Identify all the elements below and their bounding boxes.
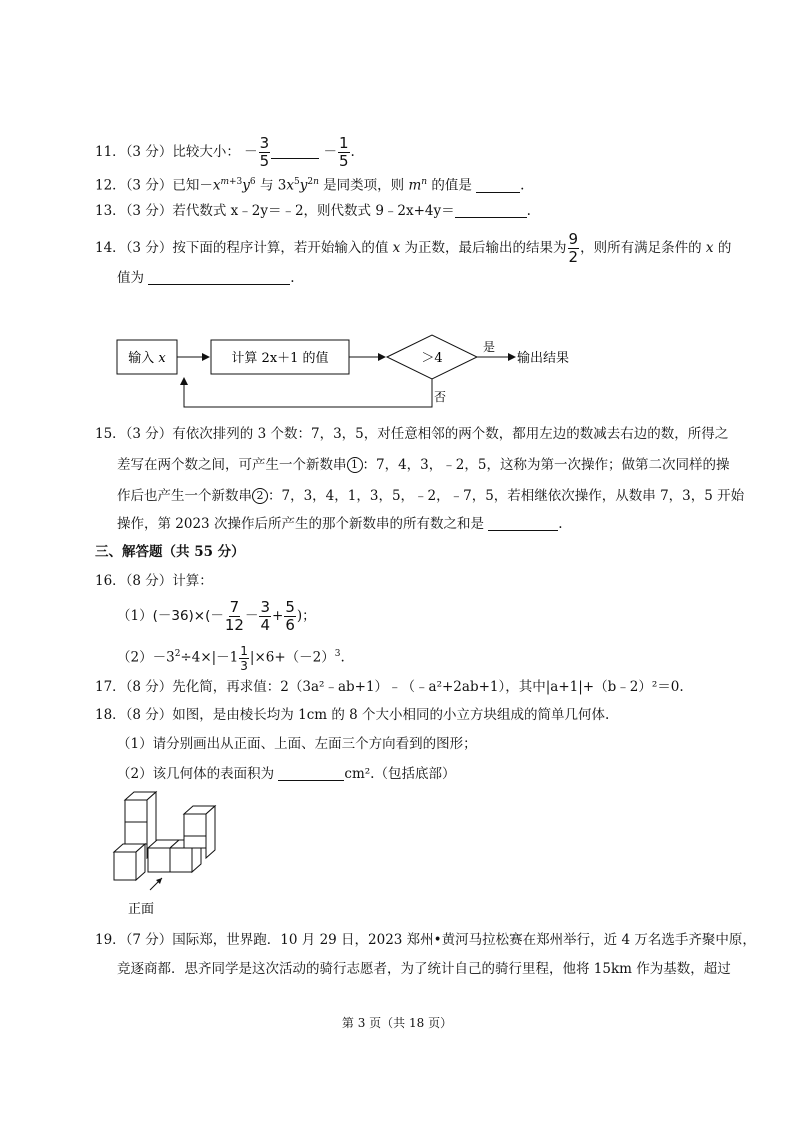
- question-17: 17．（8 分）先化简，再求值：2（3a²﹣ab+1）﹣（﹣a²+2ab+1），其中|a+1|+（b﹣2）²＝0.: [95, 679, 684, 695]
- yes-label: 是: [483, 340, 496, 354]
- question-16-part-2: $(2)-3^2\div 4\times|-1$ $\frac{1}{3}$ $|\times 6+(-2)^3$.: [117, 643, 345, 673]
- question-14-line-2: 值为 .: [117, 270, 295, 286]
- output-label: 输出结果: [517, 351, 570, 366]
- front-label: 正面: [128, 902, 155, 917]
- fraction-1-5: $\frac{1}{5}$: [338, 134, 349, 170]
- fraction-1-3: $\frac{1}{3}$: [240, 643, 248, 673]
- question-15-line-4: 操作，第 2023 次操作后所产生的那个新数串的所有数之和是 .: [117, 516, 563, 532]
- fraction-9-2: $\frac{9}{2}$: [568, 230, 579, 266]
- question-16-part-1: （1）(－36)×(－ $\frac{7}{12}$ － $\frac{3}{4}$ + $\frac{5}{6}$ )；: [117, 598, 316, 634]
- question-11: 11．（3 分）比较大小： － $\frac{3}{5}$ － $\frac{1}{5}$ .: [95, 134, 355, 170]
- program-flowchart: [110, 330, 610, 415]
- question-19: 19．（7 分）国际郑，世界跑．10 月 29 日，2023 郑州•黄河马拉松赛在郑州举行，近 4 万名选手齐聚中原，: [95, 932, 756, 948]
- question-15-line-2: 差写在两个数之间，可产生一个新数串 1 ：7，4，3，﹣2，5，这称为第一次操作；做第二次同样的操: [117, 457, 730, 473]
- question-18-part-1: （1）请分别画出从正面、上面、左面三个方向看到的图形；: [117, 736, 477, 752]
- page-footer: 第 3 页（共 18 页）: [341, 1016, 453, 1030]
- compute-label: 计算 2x＋1 的值: [231, 351, 329, 366]
- question-18: 18．（8 分）如图，是由棱长均为 1cm 的 8 个大小相同的小立方块组成的简单几何体.: [95, 707, 610, 723]
- fraction-3-5: $\frac{3}{5}$: [259, 134, 270, 170]
- fraction-7-12: $\frac{7}{12}$: [224, 598, 244, 634]
- compare-label: ＞4: [421, 351, 443, 366]
- question-16: 16．（8 分）计算：: [95, 573, 213, 589]
- question-13: 13．（3 分）若代数式 x﹣2y＝﹣2，则代数式 9﹣2x+4y＝ .: [95, 203, 531, 219]
- question-14: 14．（3 分）按下面的程序计算，若开始输入的值 x 为正数，最后输出的结果为 $\frac{9}{2}$ ，则所有满足条件的 x 的: [95, 230, 732, 266]
- answer-blank-13: [455, 203, 527, 218]
- answer-blank-11: [271, 144, 319, 159]
- cube-solid-figure: [110, 790, 230, 920]
- answer-blank-12: [476, 178, 520, 193]
- answer-blank-14: [148, 270, 290, 285]
- section-heading: 三、解答题（共 55 分）: [95, 544, 245, 560]
- circled-number-1: 1: [347, 457, 363, 473]
- fraction-3-4: $\frac{3}{4}$: [260, 598, 271, 634]
- question-15-line-3: 作后也产生一个新数串 2 ：7，3，4，1，3，5，﹣2，﹣7，5，若相继依次操作，从数串 7，3，5 开始: [117, 488, 745, 504]
- svg-text:输入 x: 输入 x: [128, 351, 166, 366]
- fraction-5-6: $\frac{5}{6}$: [285, 598, 295, 634]
- circled-number-2: 2: [252, 488, 268, 504]
- answer-blank-18: [278, 766, 344, 781]
- no-label: 否: [434, 390, 447, 404]
- question-18-part-2: （2）该几何体的表面积为 cm².（包括底部）: [117, 766, 456, 782]
- question-15: 15．（3 分）有依次排列的 3 个数：7，3，5，对任意相邻的两个数，都用左边的数减去右边的数，所得之: [95, 426, 729, 442]
- question-19-line-2: 竞逐商都．思齐同学是这次活动的骑行志愿者，为了统计自己的骑行里程，他将 15km 作为基数，超过: [117, 961, 731, 977]
- answer-blank-15: [488, 516, 558, 531]
- question-12: 12．（3 分）已知$-x^{m+3}y^6$ 与 $3x^5y^{2n}$ 是同类项，则 $m^n$ 的值是 .: [95, 177, 525, 194]
